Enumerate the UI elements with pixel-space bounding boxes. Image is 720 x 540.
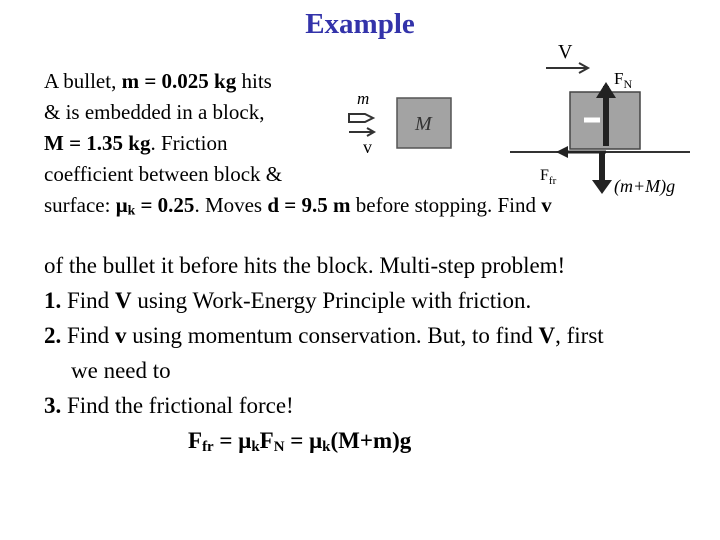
body-paragraph	[44, 248, 604, 423]
step-2: 2. Find v using momentum conservation. But, to find V, first	[44, 323, 604, 348]
bullet-velocity-label: v	[363, 137, 372, 157]
intro-line-4: coefficient between block &	[44, 162, 283, 186]
intro-line-2: & is embedded in a block,	[44, 100, 265, 124]
step-2-continued: we need to	[71, 358, 171, 383]
page-title: Example	[305, 8, 415, 40]
intro-line-1: A bullet, m = 0.025 kg hits	[44, 69, 272, 93]
friction-force-label: $F_{fr}$	[540, 167, 557, 187]
bullet-mass-label: m	[357, 90, 370, 108]
block-mass-label: M	[415, 113, 432, 135]
intro-line-3: M = 1.35 kg. Friction	[44, 131, 228, 155]
block-velocity-label: V	[558, 41, 573, 63]
intro-line-5: surface: $\mu_k = 0.25$. Moves d = 9.5 m before stopping. Find v	[44, 193, 552, 218]
weight-label: (m+M)g	[614, 176, 676, 196]
step-3: 3. Find the frictional force!	[44, 393, 294, 418]
step-1: 1. Find V using Work-Energy Principle with friction.	[44, 288, 532, 313]
normal-force-label: $F_N$	[614, 69, 633, 91]
friction-formula: $F_{fr} = \mu_kF_N = \mu_k(M+m)g$	[188, 428, 412, 455]
intro-paragraph	[44, 66, 552, 226]
body-line-6: of the bullet it before hits the block. Multi-step problem!	[44, 253, 566, 278]
